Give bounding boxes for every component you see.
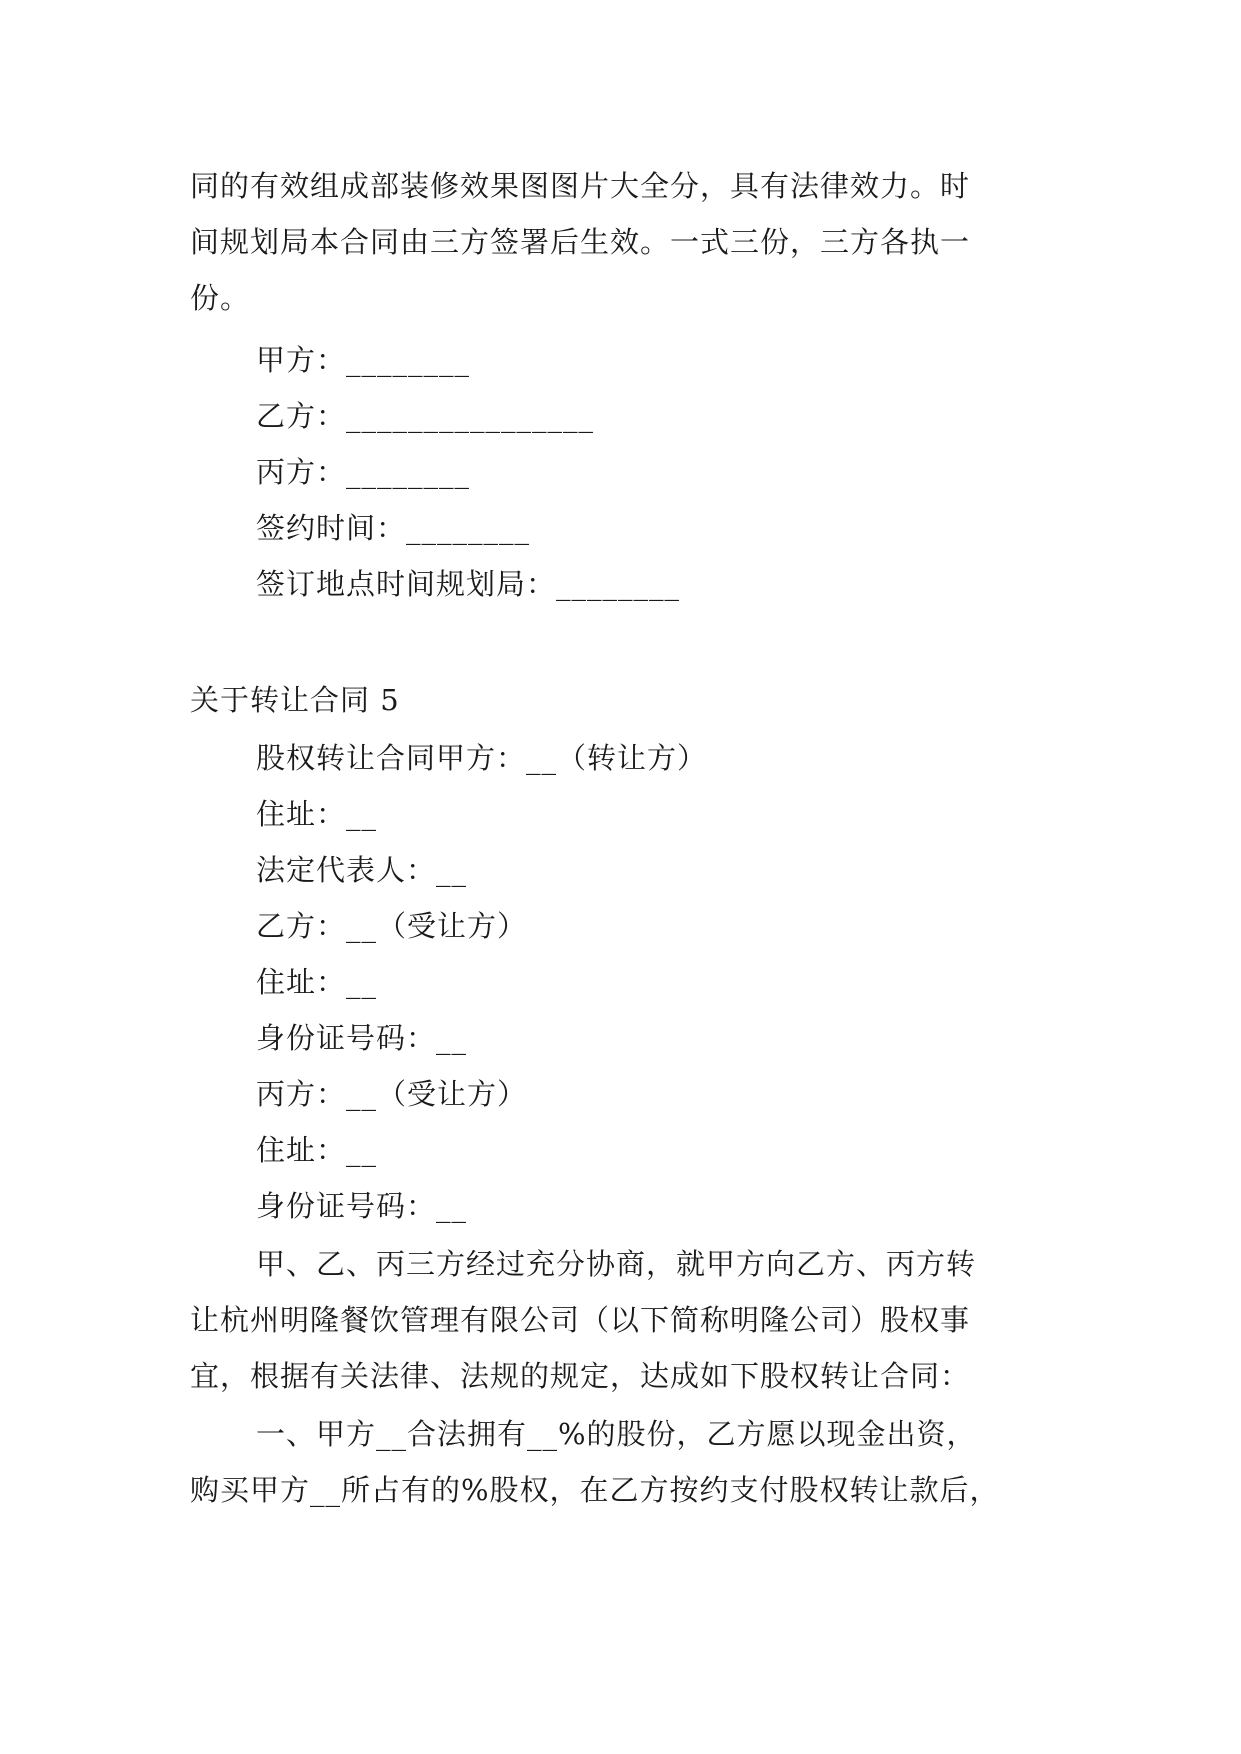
- paragraph-line: 同的有效组成部装修效果图图片大全分，具有法律效力。时: [190, 169, 971, 203]
- party-a-representative: 法定代表人：__: [256, 853, 468, 887]
- paragraph-line: 宜，根据有关法律、法规的规定，达成如下股权转让合同：: [190, 1359, 971, 1393]
- party-b-address: 住址：__: [256, 965, 378, 999]
- signature-party-c: 丙方：________: [256, 455, 471, 489]
- paragraph-line: 一、甲方__合法拥有__%的股份，乙方愿以现金出资，: [256, 1417, 977, 1451]
- signing-place: 签订地点时间规划局：________: [256, 567, 681, 601]
- party-c-id: 身份证号码：__: [256, 1189, 468, 1223]
- paragraph-line: 份。: [190, 281, 251, 315]
- paragraph-line: 间规划局本合同由三方签署后生效。一式三份，三方各执一: [190, 225, 971, 259]
- section-title: 关于转让合同 5: [190, 683, 400, 717]
- party-b-id: 身份证号码：__: [256, 1021, 468, 1055]
- paragraph-line: 购买甲方__所占有的%股权，在乙方按约支付股权转让款后，: [190, 1473, 1000, 1507]
- party-b-line: 乙方：__（受让方）: [256, 909, 528, 943]
- signature-party-a: 甲方：________: [256, 343, 471, 377]
- paragraph-line: 让杭州明隆餐饮管理有限公司（以下简称明隆公司）股权事: [190, 1303, 971, 1337]
- party-c-line: 丙方：__（受让方）: [256, 1077, 528, 1111]
- party-a-line: 股权转让合同甲方：__（转让方）: [256, 741, 708, 775]
- signature-party-b: 乙方：________________: [256, 399, 595, 433]
- paragraph-line: 甲、乙、丙三方经过充分协商，就甲方向乙方、丙方转: [256, 1247, 977, 1281]
- party-c-address: 住址：__: [256, 1133, 378, 1167]
- signing-date: 签约时间：________: [256, 511, 531, 545]
- party-a-address: 住址：__: [256, 797, 378, 831]
